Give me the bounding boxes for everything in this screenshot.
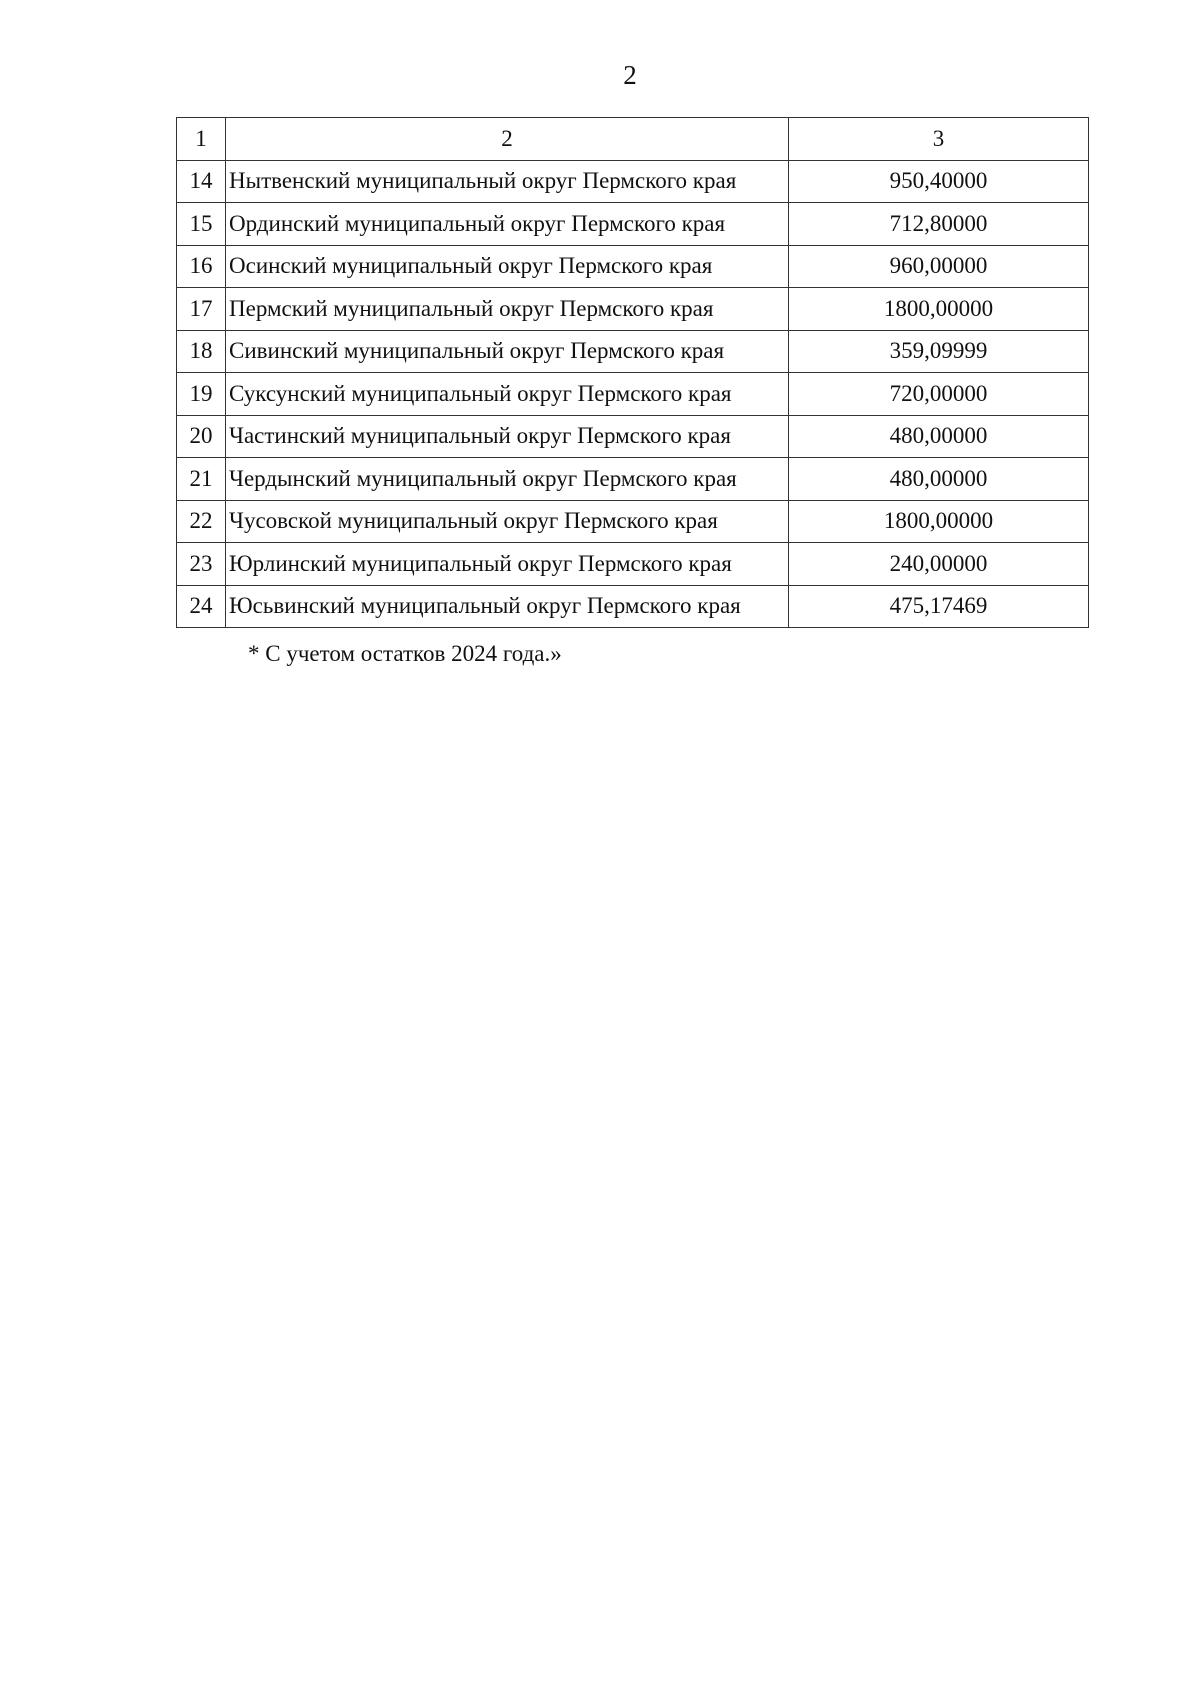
row-number-cell: 18 — [177, 330, 226, 373]
amount-cell: 1800,00000 — [789, 500, 1089, 543]
table-row — [177, 288, 1089, 331]
table-row — [177, 373, 1089, 416]
amount-cell: 712,80000 — [789, 203, 1089, 246]
row-number-cell: 19 — [177, 373, 226, 416]
amount-cell: 960,00000 — [789, 245, 1089, 288]
table-body — [177, 160, 1089, 628]
amount-cell: 480,00000 — [789, 458, 1089, 501]
footnote: * С учетом остатков 2024 года.» — [248, 641, 562, 666]
amount-cell: 950,40000 — [789, 160, 1089, 203]
header-cell-1: 1 — [177, 118, 226, 161]
allocation-table — [176, 117, 1089, 628]
table-row — [177, 585, 1089, 628]
row-number-cell: 14 — [177, 160, 226, 203]
row-number-cell: 21 — [177, 458, 226, 501]
municipality-name-cell: Нытвенский муниципальный округ Пермского края — [226, 160, 789, 203]
row-number-cell: 15 — [177, 203, 226, 246]
municipality-name-cell: Юрлинский муниципальный округ Пермского края — [226, 543, 789, 586]
table-header-row — [177, 118, 1089, 161]
row-number-cell: 16 — [177, 245, 226, 288]
row-number-cell: 22 — [177, 500, 226, 543]
municipality-name-cell: Пермский муниципальный округ Пермского края — [226, 288, 789, 331]
table-row — [177, 330, 1089, 373]
amount-cell: 1800,00000 — [789, 288, 1089, 331]
municipality-name-cell: Суксунский муниципальный округ Пермского края — [226, 373, 789, 416]
table-row — [177, 245, 1089, 288]
amount-cell: 240,00000 — [789, 543, 1089, 586]
municipality-name-cell: Частинский муниципальный округ Пермского края — [226, 415, 789, 458]
row-number-cell: 23 — [177, 543, 226, 586]
municipality-name-cell: Сивинский муниципальный округ Пермского края — [226, 330, 789, 373]
amount-cell: 359,09999 — [789, 330, 1089, 373]
page-number: 2 — [623, 60, 637, 90]
amount-cell: 480,00000 — [789, 415, 1089, 458]
table-row — [177, 458, 1089, 501]
row-number-cell: 24 — [177, 585, 226, 628]
municipality-name-cell: Юсьвинский муниципальный округ Пермского края — [226, 585, 789, 628]
amount-cell: 720,00000 — [789, 373, 1089, 416]
municipality-name-cell: Ординский муниципальный округ Пермского края — [226, 203, 789, 246]
row-number-cell: 20 — [177, 415, 226, 458]
municipality-name-cell: Осинский муниципальный округ Пермского края — [226, 245, 789, 288]
amount-cell: 475,17469 — [789, 585, 1089, 628]
header-cell-3: 3 — [789, 118, 1089, 161]
municipality-name-cell: Чердынский муниципальный округ Пермского края — [226, 458, 789, 501]
municipality-name-cell: Чусовской муниципальный округ Пермского края — [226, 500, 789, 543]
table-row — [177, 160, 1089, 203]
table-row — [177, 415, 1089, 458]
table-row — [177, 203, 1089, 246]
table-row — [177, 543, 1089, 586]
table-row — [177, 500, 1089, 543]
header-cell-2: 2 — [226, 118, 789, 161]
row-number-cell: 17 — [177, 288, 226, 331]
